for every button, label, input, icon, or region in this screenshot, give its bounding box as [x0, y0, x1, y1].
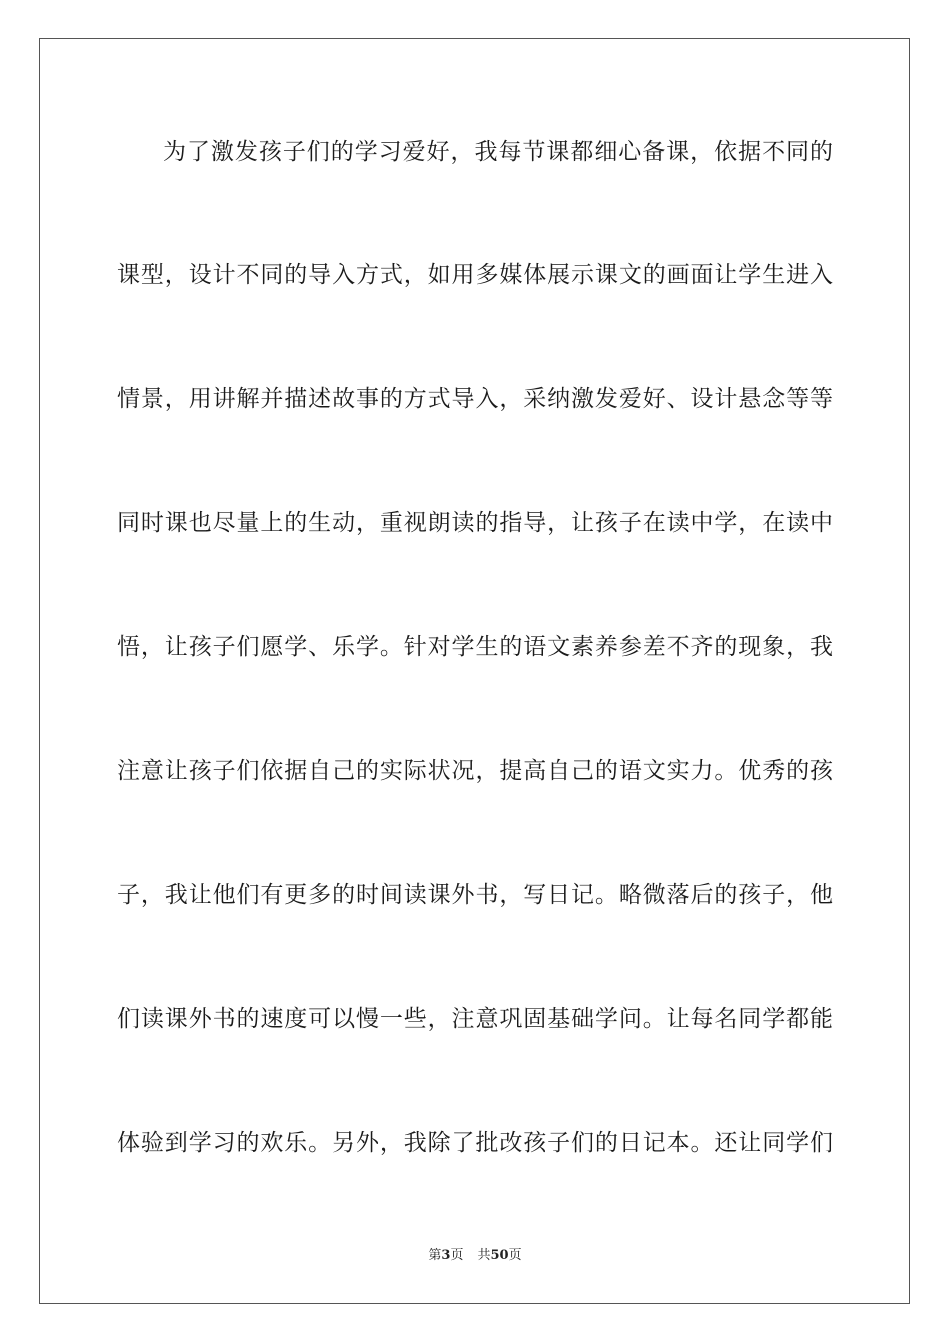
- paragraph-line-7: 子，我让他们有更多的时间读课外书，写日记。略微落后的孩子，他: [117, 882, 833, 908]
- page-border: [39, 38, 910, 1304]
- page-footer: [0, 1247, 950, 1265]
- total-prefix: 共: [477, 1248, 491, 1263]
- page-prefix: 第: [428, 1248, 442, 1263]
- paragraph-line-6: 注意让孩子们依据自己的实际状况，提高自己的语文实力。优秀的孩: [117, 758, 833, 784]
- page-suffix: 页: [450, 1248, 464, 1263]
- total-suffix: 页: [508, 1248, 522, 1263]
- paragraph-line-2: 课型，设计不同的导入方式，如用多媒体展示课文的画面让学生进入: [117, 262, 833, 288]
- current-page-number: 3: [441, 1248, 451, 1263]
- paragraph-line-8: 们读课外书的速度可以慢一些，注意巩固基础学问。让每名同学都能: [117, 1006, 833, 1032]
- paragraph-line-4: 同时课也尽量上的生动，重视朗读的指导，让孩子在读中学，在读中: [117, 510, 833, 536]
- paragraph-line-9: 体验到学习的欢乐。另外，我除了批改孩子们的日记本。还让同学们: [117, 1130, 833, 1156]
- total-pages-number: 50: [490, 1248, 509, 1263]
- paragraph-line-1: 为了激发孩子们的学习爱好，我每节课都细心备课，依据不同的: [163, 139, 833, 165]
- paragraph-line-3: 情景，用讲解并描述故事的方式导入，采纳激发爱好、设计悬念等等: [117, 386, 833, 412]
- paragraph-line-5: 悟，让孩子们愿学、乐学。针对学生的语文素养参差不齐的现象，我: [117, 634, 833, 660]
